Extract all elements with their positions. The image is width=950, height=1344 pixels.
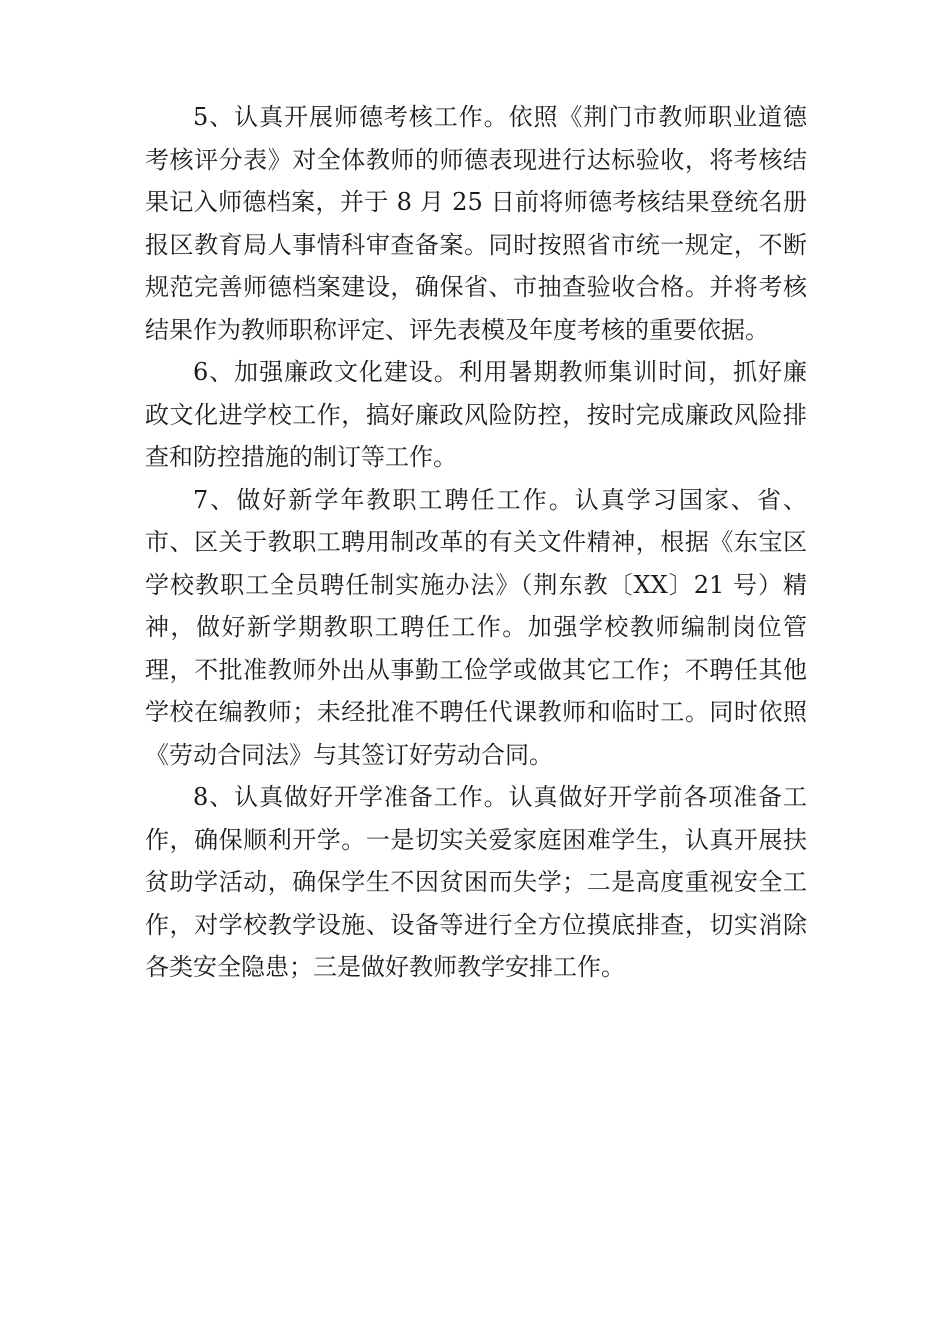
paragraph-item-6: 6、加强廉政文化建设。利用暑期教师集训时间，抓好廉政文化进学校工作，搞好廉政风险防控，按时完成廉政风险排查和防控措施的制订等工作。 xyxy=(145,358,807,471)
paragraph-item-8: 8、认真做好开学准备工作。认真做好开学前各项准备工作，确保顺利开学。一是切实关爱家庭困难学生，认真开展扶贫助学活动，确保学生不因贫困而失学；二是高度重视安全工作，对学校教学设施、设备等进行全方位摸底排查，切实消除各类安全隐患；三是做好教师教学安排工作。 xyxy=(145,783,807,981)
document-body xyxy=(145,96,807,989)
paragraph-item-7: 7、做好新学年教职工聘任工作。认真学习国家、省、市、区关于教职工聘用制改革的有关文件精神，根据《东宝区学校教职工全员聘任制实施办法》（荆东教〔XX〕21 号）精神，做好新学期教职工聘任工作。加强学校教师编制岗位管理，不批准教师外出从事勤工俭学或做其它工作；不聘任其他学校在编教师；未经批准不聘任代课教师和临时工。同时依照《劳动合同法》与其签订好劳动合同。 xyxy=(145,485,807,769)
paragraph-item-5: 5、认真开展师德考核工作。依照《荆门市教师职业道德考核评分表》对全体教师的师德表现进行达标验收，将考核结果记入师德档案，并于 8 月 25 日前将师德考核结果登统名册报区教育局人事情科审查备案。同时按照省市统一规定，不断规范完善师德档案建设，确保省、市抽查验收合格。并将考核结果作为教师职称评定、评先表模及年度考核的重要依据。 xyxy=(145,103,807,344)
